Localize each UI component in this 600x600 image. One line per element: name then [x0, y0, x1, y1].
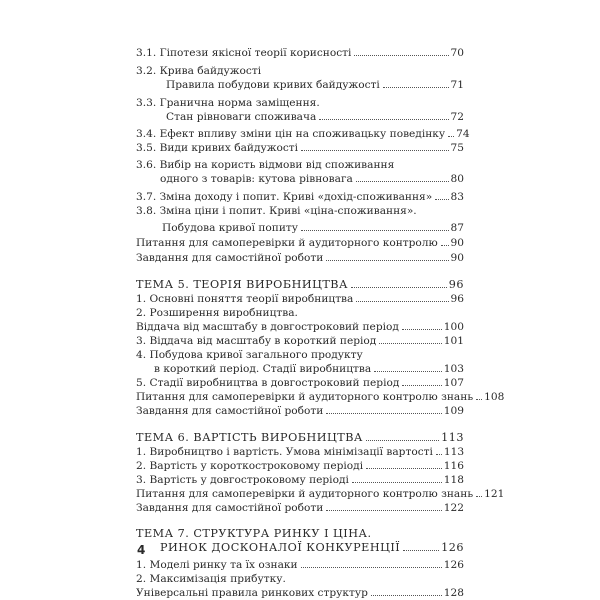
toc-entry: [136, 236, 464, 250]
toc-entry-title: 3.3. Гранична норма заміщення.: [136, 97, 320, 109]
toc-entry-title: одного з товарів: кутова рівновага: [160, 173, 353, 185]
toc-entry-title: в короткий період. Стадії виробництва: [154, 363, 372, 375]
dot-leader: [402, 385, 441, 386]
dot-leader: [402, 329, 442, 330]
toc-entry-page: 72: [450, 111, 464, 123]
toc-entry-title: ТЕМА 7. СТРУКТУРА РИНКУ І ЦІНА.: [136, 527, 372, 540]
toc-entry-page: 90: [450, 237, 464, 249]
toc-heading: [136, 527, 464, 541]
dot-leader: [326, 260, 448, 261]
toc-entry-page: 128: [443, 587, 464, 599]
toc-entry-title: 4. Побудова кривої загального продукту: [136, 349, 363, 361]
toc-entry-title: 3.1. Гіпотези якісної теорії корисності: [136, 47, 352, 59]
toc-entry: [136, 251, 464, 265]
dot-leader: [383, 87, 449, 88]
toc-entry-page: 103: [443, 363, 464, 375]
dot-leader: [436, 454, 442, 455]
toc-entry-title: 3.2. Крива байдужості: [136, 65, 262, 77]
toc-entry: [136, 376, 464, 390]
toc-entry: [136, 487, 505, 501]
dot-leader: [435, 199, 448, 200]
toc-entry-title: 1. Виробництво і вартість. Умова мінімізації вартості: [136, 446, 433, 458]
toc-entry: [136, 127, 470, 141]
toc-entry: [136, 572, 464, 586]
toc-entry: [136, 158, 464, 172]
toc-entry-title: ТЕМА 5. ТЕОРІЯ ВИРОБНИЦТВА: [136, 278, 349, 291]
toc-entry-title: 2. Розширення виробництва.: [136, 307, 298, 319]
toc-entry: [136, 190, 464, 204]
toc-entry-title: Питання для самоперевірки й аудиторного контролю знань: [136, 391, 474, 403]
toc-entry-page: 83: [450, 191, 464, 203]
toc-entry: [136, 404, 464, 418]
toc-entry: [136, 320, 464, 334]
toc-entry-title: Універсальні правила ринкових структур: [136, 587, 368, 599]
toc-entry-page: 75: [450, 142, 464, 154]
toc-entry-title: Побудова кривої попиту: [162, 222, 298, 234]
toc-entry: [136, 78, 464, 92]
toc-entry-page: 118: [443, 474, 464, 486]
toc-entry-title: 3.8. Зміна ціни і попит. Криві «ціна-споживання».: [136, 205, 417, 217]
toc-heading: [136, 431, 464, 445]
toc-entry-page: 90: [450, 252, 464, 264]
toc-entry-title: Завдання для самостійної роботи: [136, 252, 324, 264]
toc-entry-page: 71: [450, 79, 464, 91]
toc-entry-title: 3. Вартість у довгостроковому періоді: [136, 474, 349, 486]
toc-entry-page: 108: [484, 391, 505, 403]
toc-entry: [136, 46, 464, 60]
toc-entry-title: РИНОК ДОСКОНАЛОЇ КОНКУРЕНЦІЇ: [160, 541, 401, 554]
toc-entry-page: 100: [443, 321, 464, 333]
toc-entry: [136, 110, 464, 124]
toc-entry: [136, 558, 464, 572]
toc-entry-page: 80: [450, 173, 464, 185]
toc-entry-page: 126: [443, 559, 464, 571]
toc-entry: [136, 204, 464, 218]
toc-entry: [136, 362, 464, 376]
toc-entry-title: 1. Моделі ринку та їх ознаки: [136, 559, 298, 571]
toc-entry-page: 107: [443, 377, 464, 389]
toc-entry-title: 3.7. Зміна доходу і попит. Криві «дохід-споживання»: [136, 191, 433, 203]
toc-entry-title: 5. Стадії виробництва в довгостроковий період: [136, 377, 400, 389]
dot-leader: [366, 440, 439, 441]
toc-entry-page: 116: [443, 460, 464, 472]
toc-entry-title: 3. Віддача від масштабу в короткий період: [136, 335, 377, 347]
toc-entry-page: 101: [443, 335, 464, 347]
toc-entry-page: 96: [450, 293, 464, 305]
toc-entry: [136, 64, 464, 78]
dot-leader: [403, 550, 439, 551]
toc-entry-page: 126: [441, 541, 464, 554]
toc-entry: [136, 172, 464, 186]
toc-entry: [136, 473, 464, 487]
toc-entry-page: 96: [448, 278, 464, 291]
dot-leader: [356, 301, 448, 302]
dot-leader: [374, 371, 442, 372]
toc-entry-title: 3.6. Вибір на користь відмови від споживання: [136, 159, 395, 171]
toc-entry-title: Завдання для самостійної роботи: [136, 502, 324, 514]
dot-leader: [379, 343, 441, 344]
toc-heading: [136, 278, 464, 292]
toc-entry-page: 109: [443, 405, 464, 417]
toc-entry: [136, 96, 464, 110]
toc-entry-title: Питання для самоперевірки й аудиторного контролю знань: [136, 488, 474, 500]
toc-entry-page: 122: [443, 502, 464, 514]
dot-leader: [326, 510, 441, 511]
toc-entry-title: 2. Вартість у короткостроковому періоді: [136, 460, 364, 472]
toc-entry-title: ТЕМА 6. ВАРТІСТЬ ВИРОБНИЦТВА: [136, 431, 363, 444]
toc-entry-page: 70: [450, 47, 464, 59]
toc-entry: [136, 348, 464, 362]
dot-leader: [356, 181, 449, 182]
dot-leader: [319, 119, 448, 120]
toc-entry: [136, 221, 464, 235]
toc-entry-title: 2. Максимізація прибутку.: [136, 573, 286, 585]
toc-entry-page: 87: [450, 222, 464, 234]
dot-leader: [301, 230, 449, 231]
dot-leader: [301, 567, 442, 568]
toc-entry-page: 74: [456, 128, 470, 140]
toc-entry-title: 3.4. Ефект впливу зміни цін на споживацьку поведінку: [136, 128, 446, 140]
toc-entry-title: 3.5. Види кривих байдужості: [136, 142, 299, 154]
toc-entry-title: Віддача від масштабу в довгостроковий період: [136, 321, 399, 333]
toc-entry: [136, 586, 464, 600]
page-number: 4: [137, 543, 146, 557]
dot-leader: [301, 150, 448, 151]
dot-leader: [476, 496, 482, 497]
toc-entry-page: 113: [443, 446, 465, 458]
toc-entry-title: Правила побудови кривих байдужості: [166, 79, 380, 91]
toc-entry: [136, 334, 464, 348]
toc-entry-title: 1. Основні поняття теорії виробництва: [136, 293, 354, 305]
toc-entry-title: Завдання для самостійної роботи: [136, 405, 324, 417]
toc-entry: [136, 306, 464, 320]
dot-leader: [476, 399, 482, 400]
toc-entry-page: 121: [484, 488, 505, 500]
toc-entry-page: 113: [441, 431, 464, 444]
toc-heading: [136, 541, 464, 555]
toc-entry: [136, 501, 464, 515]
dot-leader: [326, 413, 441, 414]
toc-entry: [136, 292, 464, 306]
toc-entry: [136, 141, 464, 155]
dot-leader: [352, 482, 442, 483]
toc-entry: [136, 459, 464, 473]
dot-leader: [351, 287, 447, 288]
dot-leader: [354, 55, 448, 56]
dot-leader: [441, 245, 449, 246]
dot-leader: [448, 136, 454, 137]
dot-leader: [366, 468, 442, 469]
toc-entry: [136, 390, 505, 404]
toc-entry-title: Питання для самоперевірки й аудиторного контролю: [136, 237, 438, 249]
toc-entry: [136, 445, 464, 459]
dot-leader: [371, 595, 442, 596]
toc-entry-title: Стан рівноваги споживача: [166, 111, 317, 123]
